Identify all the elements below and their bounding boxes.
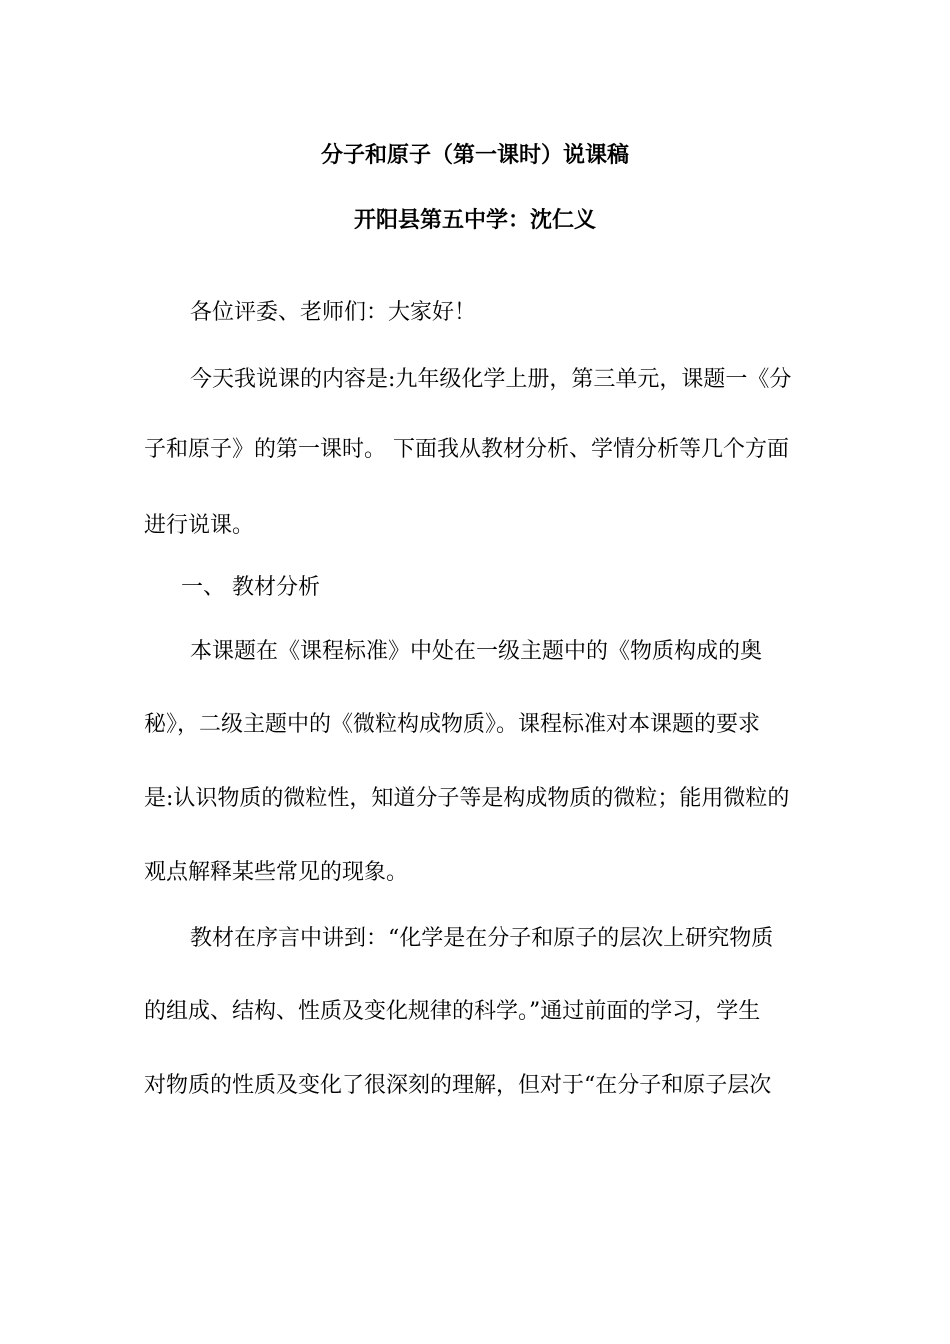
paragraph-line: 的组成、结构、性质及变化规律的科学。”通过前面的学习，学生 (144, 999, 761, 1024)
paragraph-line: 各位评委、老师们：大家好！ (190, 300, 477, 325)
paragraph-line: 子和原子》的第一课时。 下面我从教材分析、学情分析等几个方面 (144, 437, 789, 462)
document-author: 开阳县第五中学：沈仁义 (353, 207, 596, 233)
paragraph-line: 对物质的性质及变化了很深刻的理解，但对于“在分子和原子层次 (144, 1073, 772, 1098)
section-heading: 一、 教材分析 (181, 575, 320, 600)
paragraph-line: 秘》，二级主题中的《微粒构成物质》。课程标准对本课题的要求 (144, 712, 761, 737)
paragraph-line: 今天我说课的内容是:九年级化学上册，第三单元，课题一《分 (190, 367, 792, 392)
document-title: 分子和原子（第一课时）说课稿 (320, 142, 629, 168)
paragraph-line: 本课题在《课程标准》中处在一级主题中的《物质构成的奥 (190, 639, 763, 664)
paragraph-line: 教材在序言中讲到：“化学是在分子和原子的层次上研究物质 (190, 926, 774, 951)
paragraph-line: 进行说课。 (144, 513, 255, 538)
paragraph-line: 是:认识物质的微粒性，知道分子等是构成物质的微粒；能用微粒的 (144, 786, 790, 811)
paragraph-line: 观点解释某些常见的现象。 (144, 860, 409, 885)
